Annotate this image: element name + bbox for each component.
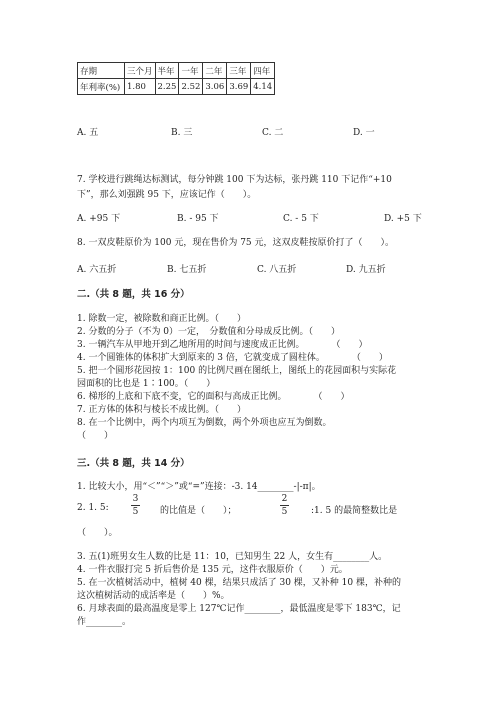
option-d[interactable]: D. +5 下	[384, 214, 422, 224]
interest-rate-table	[77, 62, 275, 95]
option-b[interactable]: B. 七五折	[167, 265, 207, 275]
fraction-bar	[131, 505, 140, 506]
question-7-text: 7. 学校进行跳绳达标测试，每分钟跳 100 下为达标，张丹跳 110 下记作“+10	[77, 175, 392, 185]
tf-item: 3. 一辆汽车从甲地开到乙地所用的时间与速度成正比例。 （ ）	[77, 340, 368, 350]
table-cell: 二年	[203, 63, 227, 79]
fill-item: 3. 五(1)班男女生人数的比是 11：10，已知男生 22 人，女生有________人。	[77, 552, 388, 562]
fraction-denominator: 5	[132, 507, 139, 517]
question-7-text-cont: 下”，那么刘强跳 95 下，应该记作（ ）。	[77, 190, 257, 200]
fraction-bar	[280, 505, 289, 506]
fraction-numerator: 3	[132, 494, 139, 504]
fraction-numerator: 2	[281, 494, 288, 504]
tf-item-cont: 园面积的比也是 1∶100。（ ）	[77, 379, 216, 389]
table-cell: 4.14	[251, 79, 275, 95]
option-c[interactable]: C. 八五折	[257, 265, 297, 275]
table-row	[78, 79, 275, 95]
tf-item: 4. 一个圆锥体的体积扩大到原来的 3 倍，它就变成了圆柱体。 （ ）	[77, 353, 388, 363]
fraction	[131, 494, 140, 517]
table-cell: 年利率(%)	[78, 79, 125, 95]
tf-item: 2. 分数的分子（不为 0）一定， 分数值和分母成反比例。（ ）	[77, 327, 341, 337]
option-b[interactable]: B. 三	[171, 128, 193, 138]
fill-item: 5. 在一次植树活动中，植树 40 棵，结果只成活了 30 棵，又补种 10 棵，补种的	[77, 578, 401, 588]
fill-item-cont: 这次植树活动的成活率是（ ）%。	[77, 591, 230, 601]
tf-item: 6. 梯形的上底和下底不变，它的面积与高成正比例。 （ ）	[77, 392, 350, 402]
table-cell: 三年	[227, 63, 251, 79]
option-c[interactable]: C. - 5 下	[283, 214, 319, 224]
option-a[interactable]: A. 六五折	[77, 265, 117, 275]
table-cell: 2.25	[155, 79, 179, 95]
table-cell: 3.69	[227, 79, 251, 95]
option-b[interactable]: B. - 95 下	[177, 214, 219, 224]
fill-item-cont: （ ）。	[77, 528, 118, 538]
table-cell: 三个月	[125, 63, 156, 79]
tf-item: 7. 正方体的体积与棱长不成比例。（ ）	[77, 405, 246, 415]
table-cell: 2.52	[179, 79, 203, 95]
table-cell: 半年	[155, 63, 179, 79]
table-cell: 一年	[179, 63, 203, 79]
tf-item-cont: （ ）	[77, 431, 114, 441]
table-cell: 1.80	[125, 79, 156, 95]
fill-item-mid: 的比值是（ ）；	[160, 506, 237, 516]
option-c[interactable]: C. 二	[262, 128, 284, 138]
fill-item-prefix: 2. 1. 5:	[77, 503, 109, 513]
table-cell: 3.06	[203, 79, 227, 95]
table-cell: 存期	[78, 63, 125, 79]
fraction	[280, 494, 289, 517]
fill-item: 1. 比较大小，用“＜”“＞”或“=”连接：-3. 14________-|-π|。	[77, 482, 321, 492]
fraction-denominator: 5	[281, 507, 288, 517]
fill-item-suffix: :1. 5 的最简整数比是	[311, 506, 398, 516]
section-3-title: 三.（共 8 题，共 14 分）	[77, 458, 190, 469]
tf-item: 1. 除数一定，被除数和商正比例。（ ）	[77, 314, 246, 324]
option-d[interactable]: D. 九五折	[346, 265, 386, 275]
option-a[interactable]: A. 五	[77, 128, 99, 138]
fill-item: 4. 一件衣服打完 5 折后售价是 135 元，这件衣服原价（ ）元。	[77, 565, 348, 575]
table-header-row	[78, 63, 275, 79]
fill-item-cont: 作________。	[77, 617, 132, 627]
tf-item: 8. 在一个比例中，两个内项互为倒数，两个外项也应互为倒数。	[77, 418, 332, 428]
question-8-text: 8. 一双皮鞋原价为 100 元，现在售价为 75 元，这双皮鞋按原价打了（ ）。	[77, 238, 395, 248]
option-a[interactable]: A. +95 下	[77, 214, 121, 224]
fill-item: 6. 月球表面的最高温度是零上 127℃记作________，最低温度是零下 183℃，记	[77, 604, 401, 614]
table-cell: 四年	[251, 63, 275, 79]
section-2-title: 二.（共 8 题，共 16 分）	[77, 289, 190, 300]
option-d[interactable]: D. 一	[353, 128, 375, 138]
tf-item: 5. 把一个圆形花园按 1：100 的比例尺画在图纸上，图纸上的花园面积与实际花	[77, 366, 397, 376]
